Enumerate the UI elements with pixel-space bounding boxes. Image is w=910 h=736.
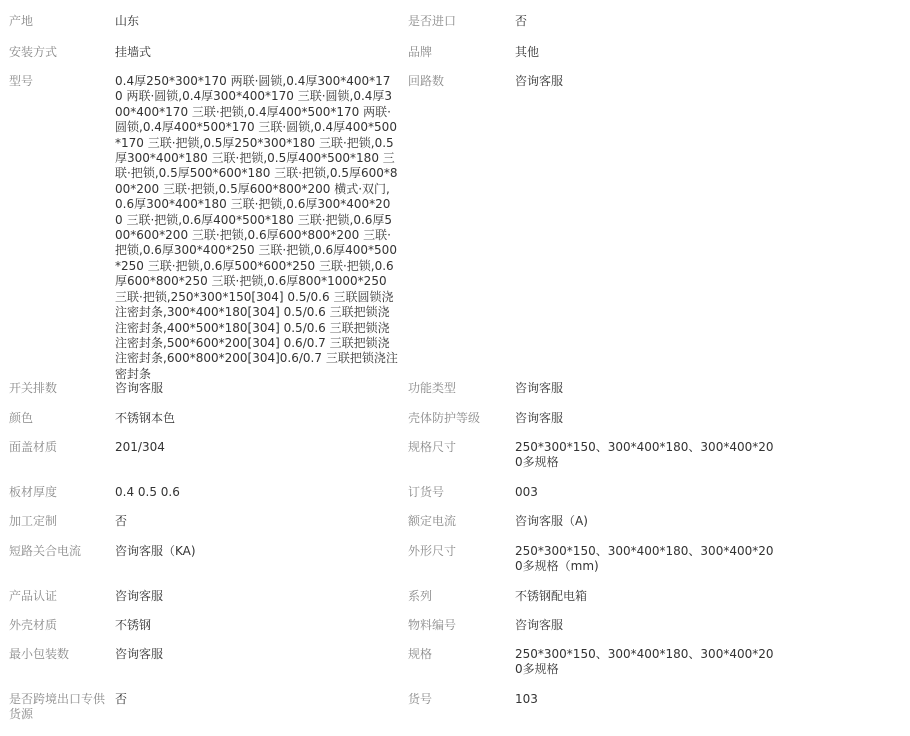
spec-value: 咨询客服 [115,647,164,661]
spec-value: 咨询客服 [515,381,564,395]
spec-value: 咨询客服 [515,74,564,88]
spec-value: 0.4 0.5 0.6 [115,485,180,499]
spec-value: 咨询客服 [115,589,164,603]
spec-label: 外形尺寸 [408,544,457,558]
spec-label: 产地 [9,14,34,28]
spec-label: 系列 [408,589,433,603]
spec-row-install [0,45,910,74]
spec-label: 壳体防护等级 [408,411,481,425]
spec-value: 咨询客服 [115,381,164,395]
spec-value: 0.4厚250*300*170 两联·圆锁,0.4厚300*400*170 两联·圆锁,0.4厚300*400*170 三联·圆锁,0.4厚300*400*170 三联·把锁,0.4厚400*500*170 两联·圆锁,0.4厚400*500*170 三联·圆锁,0.4厚400*500*170 三联·把锁,0.5厚250*300*180 三联·把锁,0.5厚300*400*180 三联·把锁,0.5厚400*500*180 三联·把锁,0.5厚500*600*180 三联·把锁,0.5厚600*800*200 三联·把锁,0.5厚600*800*200 横式·双门,0.6厚300*400*180 三联·把锁,0.6厚300*400*200 三联·把锁,0.6厚400*500*180 三联·把锁,0.6厚500*600*200 三联·把锁,0.6厚600*800*200 三联·把锁,0.6厚300*400*250 三联·把锁,0.6厚400*500*250 三联·把锁,0.6厚500*600*250 三联·把锁,0.6厚600*800*250 三联·把锁,0.6厚800*1000*250 三联·把锁,250*300*150[304] 0.5/0.6 三联圆锁浇注密封条,300*400*180[304] 0.5/0.6 三联把锁浇注密封条,400*500*180[304] 0.5/0.6 三联把锁浇注密封条,500*600*200[304] 0.6/0.7 三联把锁浇注密封条,600*800*200[304]0.6/0.7 三联把锁浇注密封条 [115,74,398,381]
spec-value: 否 [115,692,128,706]
spec-row-color [0,411,910,440]
spec-label: 型号 [9,74,34,88]
spec-label: 规格 [408,647,433,661]
spec-label: 功能类型 [408,381,457,395]
spec-value: 咨询客服 [515,618,564,632]
spec-row-cover-material [0,440,910,485]
spec-value: 不锈钢 [115,618,152,632]
spec-value: 咨询客服（A) [515,514,588,528]
spec-label: 安装方式 [9,45,58,59]
spec-value: 不锈钢本色 [115,411,176,425]
spec-value: 201/304 [115,440,165,454]
spec-value: 250*300*150、300*400*180、300*400*200多规格 [515,440,774,470]
spec-value: 003 [515,485,538,499]
spec-value: 挂墙式 [115,45,152,59]
spec-row-thickness [0,485,910,514]
spec-label: 订货号 [408,485,445,499]
spec-label: 短路关合电流 [9,544,82,558]
spec-value: 咨询客服 [515,411,564,425]
spec-label: 品牌 [408,45,433,59]
spec-label: 回路数 [408,74,445,88]
spec-label: 规格尺寸 [408,440,457,454]
spec-row-switch [0,381,910,411]
spec-value: 其他 [515,45,540,59]
spec-label: 开关排数 [9,381,58,395]
spec-label: 板材厚度 [9,485,58,499]
spec-row-custom [0,514,910,544]
spec-value: 250*300*150、300*400*180、300*400*200多规格（mm) [515,544,774,574]
spec-label: 产品认证 [9,589,58,603]
spec-label: 最小包装数 [9,647,70,661]
spec-row-shell-material [0,618,910,647]
spec-label: 货号 [408,692,433,706]
spec-value: 否 [515,14,528,28]
spec-row-cross-border [0,692,910,732]
spec-row-origin [0,14,910,45]
spec-label: 面盖材质 [9,440,58,454]
spec-row-model [0,74,910,381]
spec-value: 否 [115,514,128,528]
spec-row-certification [0,589,910,618]
spec-label: 额定电流 [408,514,457,528]
spec-label: 物料编号 [408,618,457,632]
spec-value: 250*300*150、300*400*180、300*400*200多规格 [515,647,774,677]
spec-value: 山东 [115,14,140,28]
spec-label: 外壳材质 [9,618,58,632]
spec-value: 不锈钢配电箱 [515,589,588,603]
spec-label: 是否跨境出口专供货源 [9,692,106,722]
spec-label: 颜色 [9,411,34,425]
spec-label: 加工定制 [9,514,58,528]
spec-row-short-circuit [0,544,910,589]
spec-value: 咨询客服（KA) [115,544,196,558]
spec-row-min-pack [0,647,910,692]
spec-label: 是否进口 [408,14,457,28]
spec-value: 103 [515,692,538,706]
